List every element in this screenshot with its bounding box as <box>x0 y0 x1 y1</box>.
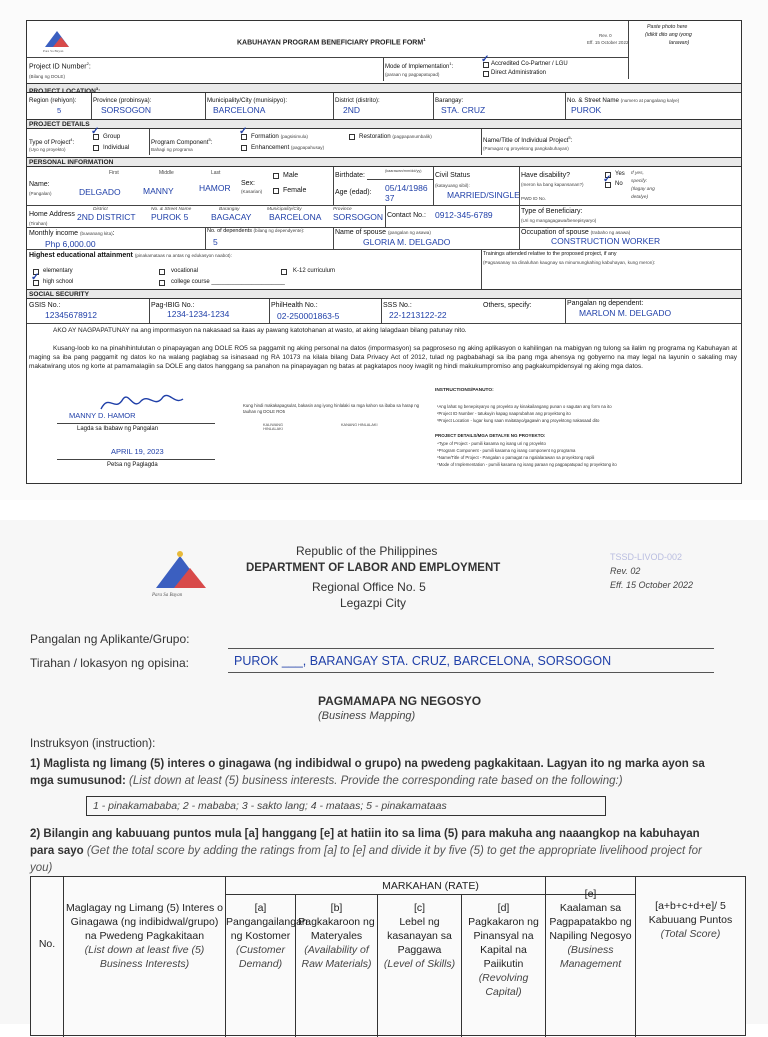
street-label: No. & Street Name (numero at pangalang kalye) <box>567 97 680 104</box>
disability-no-tick: ✓ <box>603 174 612 185</box>
instruction-line-3: ³Project Location - lugar kung saan maitatayo/gagawin ang proyektong nakasaad dito <box>437 418 600 423</box>
document-code: TSSD-LIVOD-002 <box>610 552 683 562</box>
photo-note-line1: Paste photo here <box>647 24 688 30</box>
mode-direct-checkbox[interactable] <box>483 71 489 77</box>
street-value[interactable]: PUROK <box>571 105 602 115</box>
education-label: Highest educational attainment (pinakamataas na antas ng edukasyon naabot): <box>29 252 232 259</box>
sex-option-female: Female <box>283 187 307 194</box>
specify-note-4: detalye) <box>631 195 649 200</box>
col-first: First <box>109 170 119 176</box>
education-option-vocational: vocational <box>171 268 199 274</box>
civil-sub: (katayuang sibil): <box>435 183 470 188</box>
details-line-3: ⁶Name/Title of Project - Pangalan o pamagat na ngalalarawan sa proyektong napili <box>437 455 595 460</box>
civil-status-value[interactable]: MARRIED/SINGLE <box>447 190 520 200</box>
education-k12-checkbox[interactable] <box>281 269 287 275</box>
details-line-1: ⁴Type of Project - pumili kasama ng isang uri ng proyekto <box>437 441 546 446</box>
sss-label: SSS No.: <box>383 302 412 309</box>
svg-text:Para Sa Bayan: Para Sa Bayan <box>43 49 64 53</box>
section-project-location: PROJECT LOCATION$^3$: <box>27 83 741 93</box>
type-group-tick: ✓ <box>91 126 100 137</box>
addr-col-province: Province <box>333 207 352 212</box>
section-project-details: PROJECT DETAILS <box>27 119 741 129</box>
barangay-value[interactable]: STA. CRUZ <box>441 105 486 115</box>
project-id-sub: (Bilang ng DOLE) <box>29 74 66 79</box>
region-value[interactable]: 5 <box>57 106 62 115</box>
mode-option-copartner: Accredited Co-Partner / LGU <box>491 61 568 67</box>
contact-value[interactable]: 0912-345-6789 <box>435 210 493 220</box>
business-mapping-table <box>30 876 746 1036</box>
sss-value[interactable]: 22-1213122-22 <box>389 310 447 320</box>
instruction-line-2: ²Project ID Number - tatukuyin kapag naaprubahan ang proyektong ito <box>437 411 571 416</box>
name-sub: (Pangalan) <box>29 191 52 196</box>
section-personal-information: PERSONAL INFORMATION <box>27 157 741 167</box>
pagibig-value[interactable]: 1234-1234-1234 <box>167 309 230 319</box>
civil-label: Civil Status <box>435 172 471 179</box>
col-no-header: No. <box>38 938 56 950</box>
dependent-name-value[interactable]: MARLON M. DELGADO <box>579 308 672 318</box>
thumbmark-note: Kung hindi makakapagsulat, bakasin ang iyong hinlalaki sa mga kahon sa ibaba sa harap ng tauhan ng DOLE RO5 <box>243 403 420 414</box>
instruction-label: Instruksyon (instruction): <box>30 738 156 750</box>
district-value[interactable]: 2ND <box>343 105 361 115</box>
beneficiary-profile-form <box>26 20 742 484</box>
education-option-college: college course ______________________ <box>171 279 285 285</box>
dole-logo-icon <box>39 25 83 53</box>
mode-sub: (paraan ng pagpapatupad) <box>385 72 440 77</box>
col-interests-header: Maglagay ng Limang (5) Interes o Ginagawa (ng indibidwal/grupo) na Pwedeng Pagkakitaan (List down at least five (5) Business Interests) <box>63 877 225 1037</box>
form-title: KABUHAYAN PROGRAM BENEFICIARY PROFILE FORM$^1$ <box>237 37 426 47</box>
mapping-eff: Eff. 15 October 2022 <box>610 580 694 590</box>
specify-note-2: specify: <box>631 179 648 184</box>
trainings-sub: (Pagsasanay na dinaluhan kaugnay sa minumungkahing kabuhayan, kung meron): <box>483 260 656 265</box>
department-heading: DEPARTMENT OF LABOR AND EMPLOYMENT <box>246 562 501 574</box>
type-individual-checkbox[interactable] <box>93 145 99 151</box>
beneficiary-type-sub: (Uri ng mangagagawa/benepisyaryo) <box>521 218 597 223</box>
region-label: Region (rehiyon): <box>29 97 77 104</box>
spouse-label: Name of spouse (pangalan ng asawa) <box>335 229 431 236</box>
income-value[interactable]: Php 6,000.00 <box>45 239 96 249</box>
type-option-group: Group <box>103 133 121 140</box>
disability-option-no: No <box>615 181 623 187</box>
dependents-value[interactable]: 5 <box>213 237 218 247</box>
district-label: District (distrito): <box>335 97 380 104</box>
republic-heading: Republic of the Philippines <box>296 544 438 558</box>
addr-col-street: No. & Street Name <box>151 207 192 212</box>
gsis-value[interactable]: 12345678912 <box>45 310 98 320</box>
component-option-restoration: Restoration (pagpapanumbalik) <box>359 133 432 140</box>
col-middle: Middle <box>159 170 174 176</box>
rating-scale-box <box>86 796 606 816</box>
details-line-2: ⁵Program Component - pumili kasama ng isang component ng programa <box>437 448 576 453</box>
mapping-title: PAGMAMAPA NG NEGOSYO <box>318 694 482 708</box>
project-id-label: Project ID Number$^2$: <box>29 61 91 71</box>
step-2: 2) Bilangin ang kabuuang puntos mula [a] hanggang [e] at hatiin ito sa lima (5) para makuha ang naaangkop na kabuhayan para sayo (Get the total score by adding the ratings from [a] to [e] and divide it by five (5) to get the appropriate livelihood project for you) <box>30 828 702 874</box>
education-option-elementary: elementary <box>43 268 73 274</box>
mode-copartner-tick: ✓ <box>481 54 490 65</box>
addr-col-barangay: Barangay <box>219 207 240 212</box>
address-street-value[interactable]: PUROK 5 <box>151 212 189 222</box>
addr-col-district: District <box>93 207 108 212</box>
thumb-right-label: KANANG HINLALAKI <box>341 423 378 427</box>
first-name-value[interactable]: DELGADO <box>79 187 121 197</box>
mapping-subtitle: (Business Mapping) <box>318 710 416 722</box>
address-barangay-value[interactable]: BAGACAY <box>211 212 252 222</box>
form-rev: Rev. 0 <box>599 33 612 38</box>
birthdate-sub: (kaarawan/mm/dd/yy) <box>385 169 422 173</box>
instructions-title: INSTRUCTIONS/PANUTO: <box>435 388 494 393</box>
others-label: Others, specify: <box>483 302 532 309</box>
education-option-highschool: high school <box>43 279 74 285</box>
philhealth-value[interactable]: 02-250001863-5 <box>277 311 340 321</box>
applicant-label: Pangalan ng Aplikante/Grupo: <box>30 632 190 646</box>
dependent-name-label: Pangalan ng dependent: <box>567 300 644 307</box>
philhealth-label: PhilHealth No.: <box>271 302 318 309</box>
col-last: Last <box>211 170 221 176</box>
oath-statement: AKO AY NAGPAPATUNAY na ang impormasyon na nakasaad sa itaas ay pawang katotohanan at wasto, at aking lalagdaan bilang patunay nito. <box>53 327 467 334</box>
component-formation-tick: ✓ <box>239 126 248 137</box>
province-label: Province (probinsya): <box>93 97 152 104</box>
address-sub: (Tirahan) <box>29 221 48 226</box>
mode-label: Mode of Implementation$^1$: <box>385 61 454 70</box>
component-sub: Bahagi ng programa <box>151 147 193 152</box>
rating-scale: 1 - pinakamababa; 2 - mababa; 3 - sakto lang; 4 - mataas; 5 - pinakamataas <box>93 800 447 812</box>
signature-label: Lagda sa Ibabaw ng Pangalan <box>77 426 159 432</box>
city-value[interactable]: BARCELONA <box>213 105 266 115</box>
signature-date-label: Petsa ng Paglagda <box>107 462 158 468</box>
step-1: 1) Maglista ng limang (5) interes o ginagawa (ng indibidwal o grupo) na pwedeng pagkakitaan. Lagyan ito ng marka ayon sa mga sumusunod: (List down at least (5) business interests. Provide the corresponding rate based on the following:) <box>30 758 705 787</box>
addr-col-city: Municipality/City <box>267 207 302 212</box>
type-option-individual: Individual <box>103 144 130 151</box>
office-location-value[interactable]: PUROK ___, BARANGAY STA. CRUZ, BARCELONA, SORSOGON <box>234 654 612 668</box>
sex-label: Sex: <box>241 180 256 187</box>
sex-sub: (Kasarian) <box>241 189 263 194</box>
project-name-sub: (Pamagat ng proyektong pangkabuhayan) <box>483 146 569 151</box>
component-label: Program Component$^5$: <box>151 137 213 147</box>
spouse-value[interactable]: GLORIA M. DELGADO <box>363 237 451 247</box>
thumb-left-label: KALIWANG HINLALAKI <box>263 423 283 432</box>
address-city-value[interactable]: BARCELONA <box>269 212 322 222</box>
consent-statement: Kusang-loob ko na pinahihintulutan o pinapayagan ang DOLE RO5 sa paggamit ng aking personal na datos (impormasyon) sa pagproseso ng aking aplikasyon o kahilingan na mabigyan ng tulong sa ilalim ng programa ng Kabuhayan at maging sa iba pang paggamit ng datos ko na walang paglabag sa isinasaad ng RA 10173 na kilala bilang Data Privacy Act of 2012, tulad ng pagbabahagi sa iba pang mga ahensya ng gobyerno na may legal na layunin o sakaling may makatwirang utos ng korte at pamamalagiin sa DOLE ang datos hanggang sa panahon na pinapayagan ng batas at pagkatapos nooy iwaglit ng hindi makukumpromiso ang pagkakumpidensyal ng aking mga datos. <box>29 345 737 370</box>
photo-box[interactable] <box>628 21 743 79</box>
sex-female-checkbox[interactable] <box>273 188 279 194</box>
disability-sub: (meron ka bang kapansanan?) <box>521 182 584 187</box>
address-district-value[interactable]: 2ND DISTRICT <box>77 212 136 222</box>
pwd-id-label: PWD ID No. <box>521 196 547 201</box>
disability-option-yes: Yes <box>615 171 625 177</box>
signature-date-value[interactable]: APRIL 19, 2023 <box>111 447 164 456</box>
project-name-label: Name/Title of Individual Project$^5$: <box>483 135 573 145</box>
type-sub: (Uyo ng proyekto) <box>29 147 66 152</box>
name-label: Name: <box>29 181 50 188</box>
income-label: Monthly income (buwanang kita): <box>29 230 115 237</box>
beneficiary-type-label: Type of Beneficiary: <box>521 208 583 215</box>
section-social-security: SOCIAL SECURITY <box>27 289 741 299</box>
regional-office: Regional Office No. 5 <box>312 580 426 594</box>
birthdate-label: Birthdate: <box>335 172 365 179</box>
col-b-header: [b] Pagkakaroon ng Materyales (Availability of Raw Materials) <box>295 895 377 1037</box>
sex-male-checkbox[interactable] <box>273 173 279 179</box>
col-d-header: [d] Pagkakaron ng Pinansyal na Kapital na Paiikutin (Revolving Capital) <box>461 895 545 1037</box>
education-college-checkbox[interactable] <box>159 280 165 286</box>
age-value[interactable]: 37 <box>385 193 395 203</box>
office-city: Legazpi City <box>340 596 407 610</box>
component-enhancement-checkbox[interactable] <box>241 145 247 151</box>
col-a-header: [a] Pangangailangan ng Kostomer (Customer Demand) <box>225 895 295 1037</box>
gsis-label: GSIS No.: <box>29 302 61 309</box>
form-eff: Eff. 15 October 2022 <box>587 40 629 45</box>
component-option-formation: Formation (pagsisimula) <box>251 133 308 140</box>
profile-form-page <box>0 0 768 500</box>
specify-note-1: If yes, <box>631 171 644 176</box>
photo-note-line2: (idikit dito ang iyong <box>645 32 692 38</box>
middle-name-value[interactable]: MANNY <box>143 186 174 196</box>
col-c-header: [c] Lebel ng kasanayan sa Paggawa (Level of Skills) <box>377 895 461 1037</box>
spouse-occupation-value[interactable]: CONSTRUCTION WORKER <box>551 236 661 246</box>
address-province-value[interactable]: SORSOGON <box>333 212 384 222</box>
age-label: Age (edad): <box>335 189 372 196</box>
education-highschool-tick: ✓ <box>31 272 40 283</box>
disability-label: Have disability? <box>521 172 571 179</box>
type-label: Type of Project$^4$: <box>29 137 75 147</box>
rate-header: MARKAHAN (RATE) <box>225 877 635 895</box>
dole-logo-large-icon <box>146 548 218 600</box>
signature-name-value[interactable]: MANNY D. HAMOR <box>69 411 136 420</box>
mode-option-direct: Direct Administration <box>491 70 547 76</box>
education-option-k12: K-12 curriculum <box>293 268 336 274</box>
contact-label: Contact No.: <box>387 212 426 219</box>
photo-note-line3: larawan) <box>669 40 690 46</box>
province-value[interactable]: SORSOGON <box>101 105 152 115</box>
svg-text:Para Sa Bayan: Para Sa Bayan <box>152 593 183 598</box>
trainings-label: Trainings attended relative to the proposed project, if any <box>483 251 617 257</box>
instructions-details-title: PROJECT DETAILS/MGA DETALYE NG PROYEKTO: <box>435 433 546 438</box>
last-name-value[interactable]: HAMOR <box>199 183 231 193</box>
component-restoration-checkbox[interactable] <box>349 134 355 140</box>
education-vocational-checkbox[interactable] <box>159 269 165 275</box>
spouse-occupation-label: Occupation of spouse (trabaho ng asawa) <box>521 229 631 236</box>
mapping-rev: Rev. 02 <box>610 566 641 576</box>
barangay-label: Barangay: <box>435 97 464 104</box>
dependents-label: No. of dependents (bilang ng dependyente): <box>207 228 305 234</box>
office-location-label: Tirahan / lokasyon ng opisina: <box>30 656 189 670</box>
sex-option-male: Male <box>283 172 299 179</box>
instruction-line-1: ¹Ang lahat ng benepisyaryo ng proyekto ay kinakailangang punan o sagutan ang form na ito <box>437 404 612 409</box>
col-e-header: [e] Kaalaman sa Pagpapatakbo ng Napiling Negosyo (Business Management <box>545 877 635 1037</box>
col-total-header: [a+b+c+d+e]/ 5 Kabuuang Puntos (Total Score) <box>635 877 745 1037</box>
city-label: Municipality/City (munisipyo): <box>207 97 288 104</box>
address-label: Home Address <box>29 211 75 218</box>
birthdate-value[interactable]: 05/14/1986 <box>385 183 428 193</box>
pagibig-label: Pag-IBIG No.: <box>151 302 195 309</box>
specify-note-3: (Ilagay ang <box>631 187 655 192</box>
component-option-enhancement: Enhancement (pagpapahusay) <box>251 144 325 151</box>
business-mapping-page <box>0 520 768 1024</box>
details-line-4: ⁷Mode of Implementation - pumili kasama ng isang paraan ng pagpapatupad ng proyektong ito <box>437 462 617 467</box>
